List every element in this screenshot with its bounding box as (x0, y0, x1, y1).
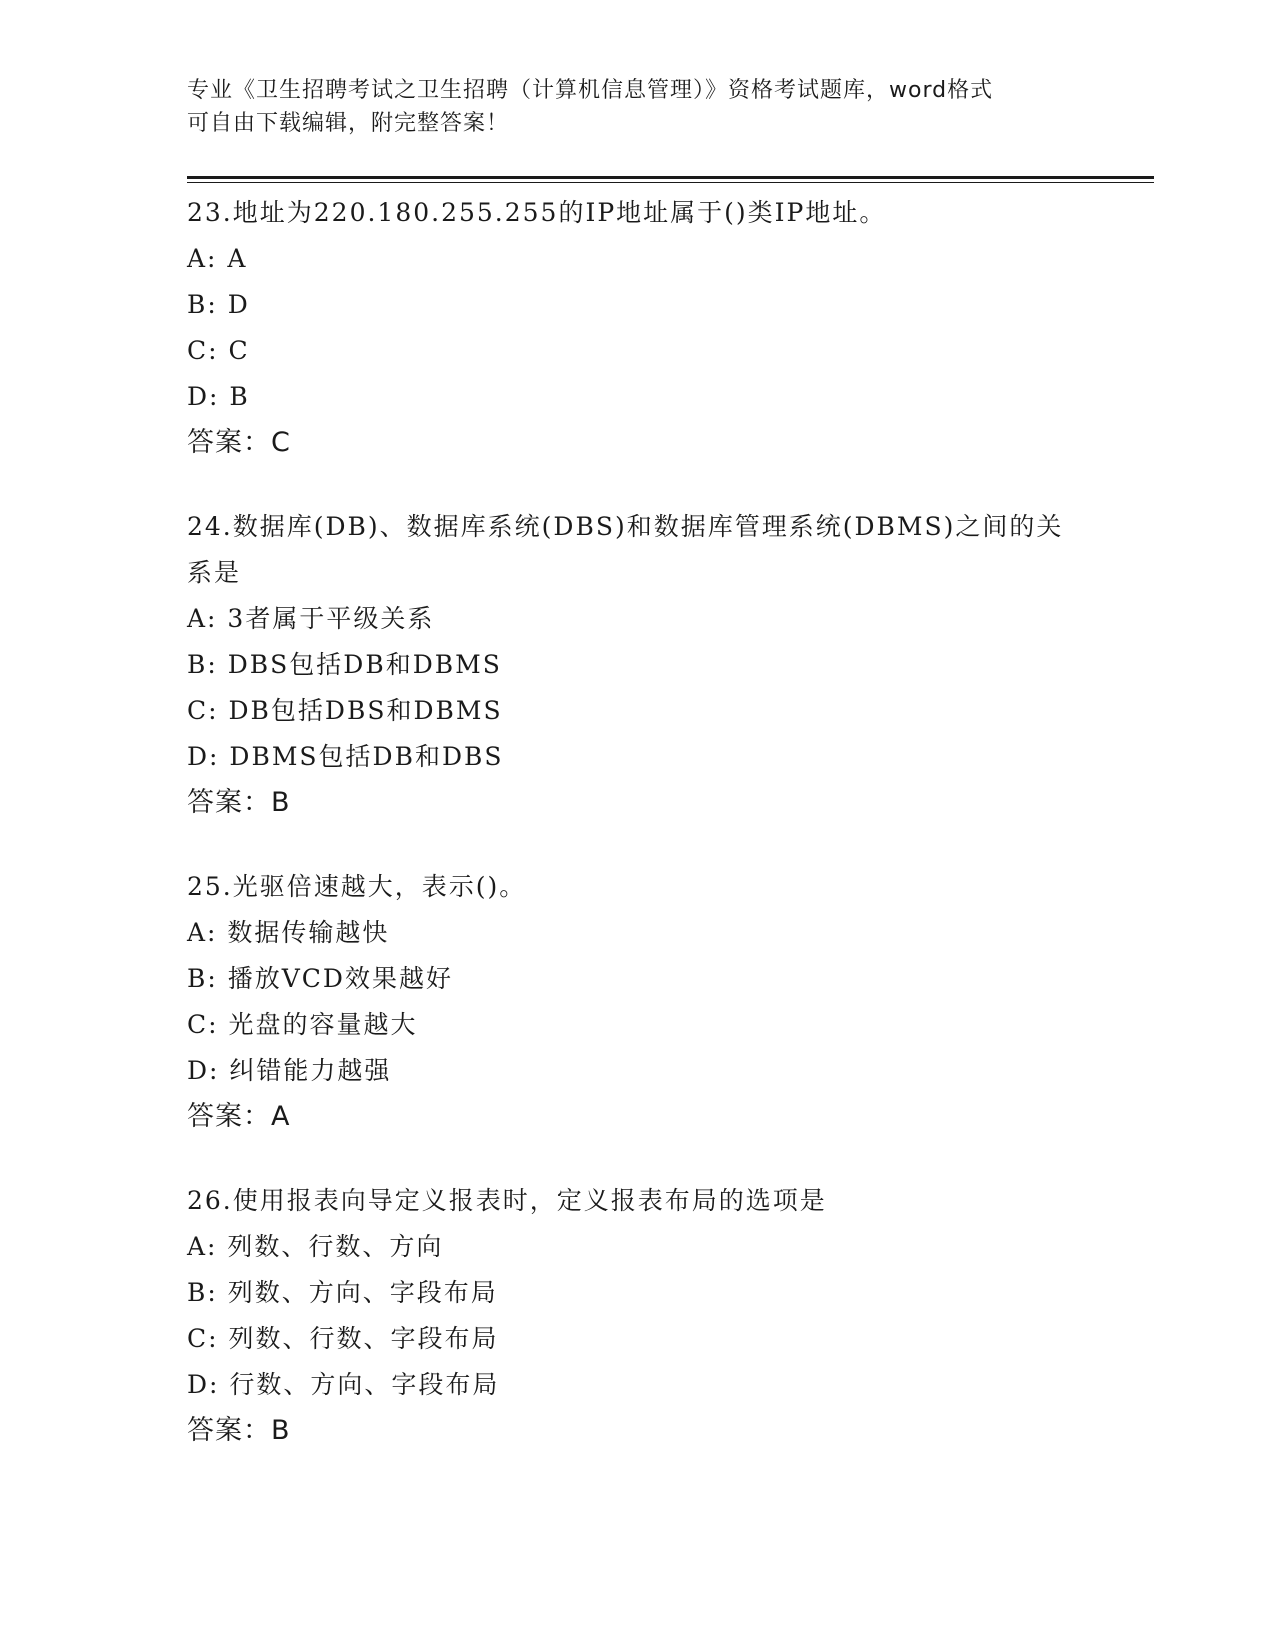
option-b: B: D (187, 290, 250, 319)
option-c: C: 列数、行数、字段布局 (187, 1324, 499, 1353)
question-23 (187, 190, 1067, 466)
option-a: A: A (187, 244, 248, 273)
question-25 (187, 864, 1067, 1140)
option-b: B: 播放VCD效果越好 (187, 964, 453, 993)
option-c: C: 光盘的容量越大 (187, 1010, 418, 1039)
option-c: C: C (187, 336, 250, 365)
question-24 (187, 504, 1067, 826)
option-d: D: DBMS包括DB和DBS (187, 742, 504, 771)
question-list (187, 190, 1067, 1492)
header-line-2: 可自由下载编辑，附完整答案！ (187, 111, 510, 136)
option-a: A: 3者属于平级关系 (187, 604, 435, 633)
header-divider-thick (187, 176, 1154, 179)
question-stem: 25.光驱倍速越大，表示()。 (187, 872, 527, 901)
document-header (187, 74, 1067, 140)
option-d: D: 行数、方向、字段布局 (187, 1370, 500, 1399)
answer-text: 答案：B (187, 1415, 291, 1446)
header-line-1: 专业《卫生招聘考试之卫生招聘（计算机信息管理）》资格考试题库，word格式 (187, 78, 994, 103)
option-d: D: 纠错能力越强 (187, 1056, 392, 1085)
question-stem: 26.使用报表向导定义报表时，定义报表布局的选项是 (187, 1186, 827, 1215)
option-a: A: 列数、行数、方向 (187, 1232, 444, 1261)
option-c: C: DB包括DBS和DBMS (187, 696, 503, 725)
header-divider-thin (187, 182, 1154, 183)
answer-text: 答案：A (187, 1101, 291, 1132)
question-26 (187, 1178, 1067, 1454)
question-stem: 24.数据库(DB)、数据库系统(DBS)和数据库管理系统(DBMS)之间的关系是 (187, 512, 1064, 587)
option-b: B: DBS包括DB和DBMS (187, 650, 502, 679)
question-stem: 23.地址为220.180.255.255的IP地址属于()类IP地址。 (187, 198, 887, 227)
option-d: D: B (187, 382, 250, 411)
option-a: A: 数据传输越快 (187, 918, 390, 947)
answer-text: 答案：B (187, 787, 291, 818)
option-b: B: 列数、方向、字段布局 (187, 1278, 498, 1307)
answer-text: 答案：C (187, 427, 291, 458)
